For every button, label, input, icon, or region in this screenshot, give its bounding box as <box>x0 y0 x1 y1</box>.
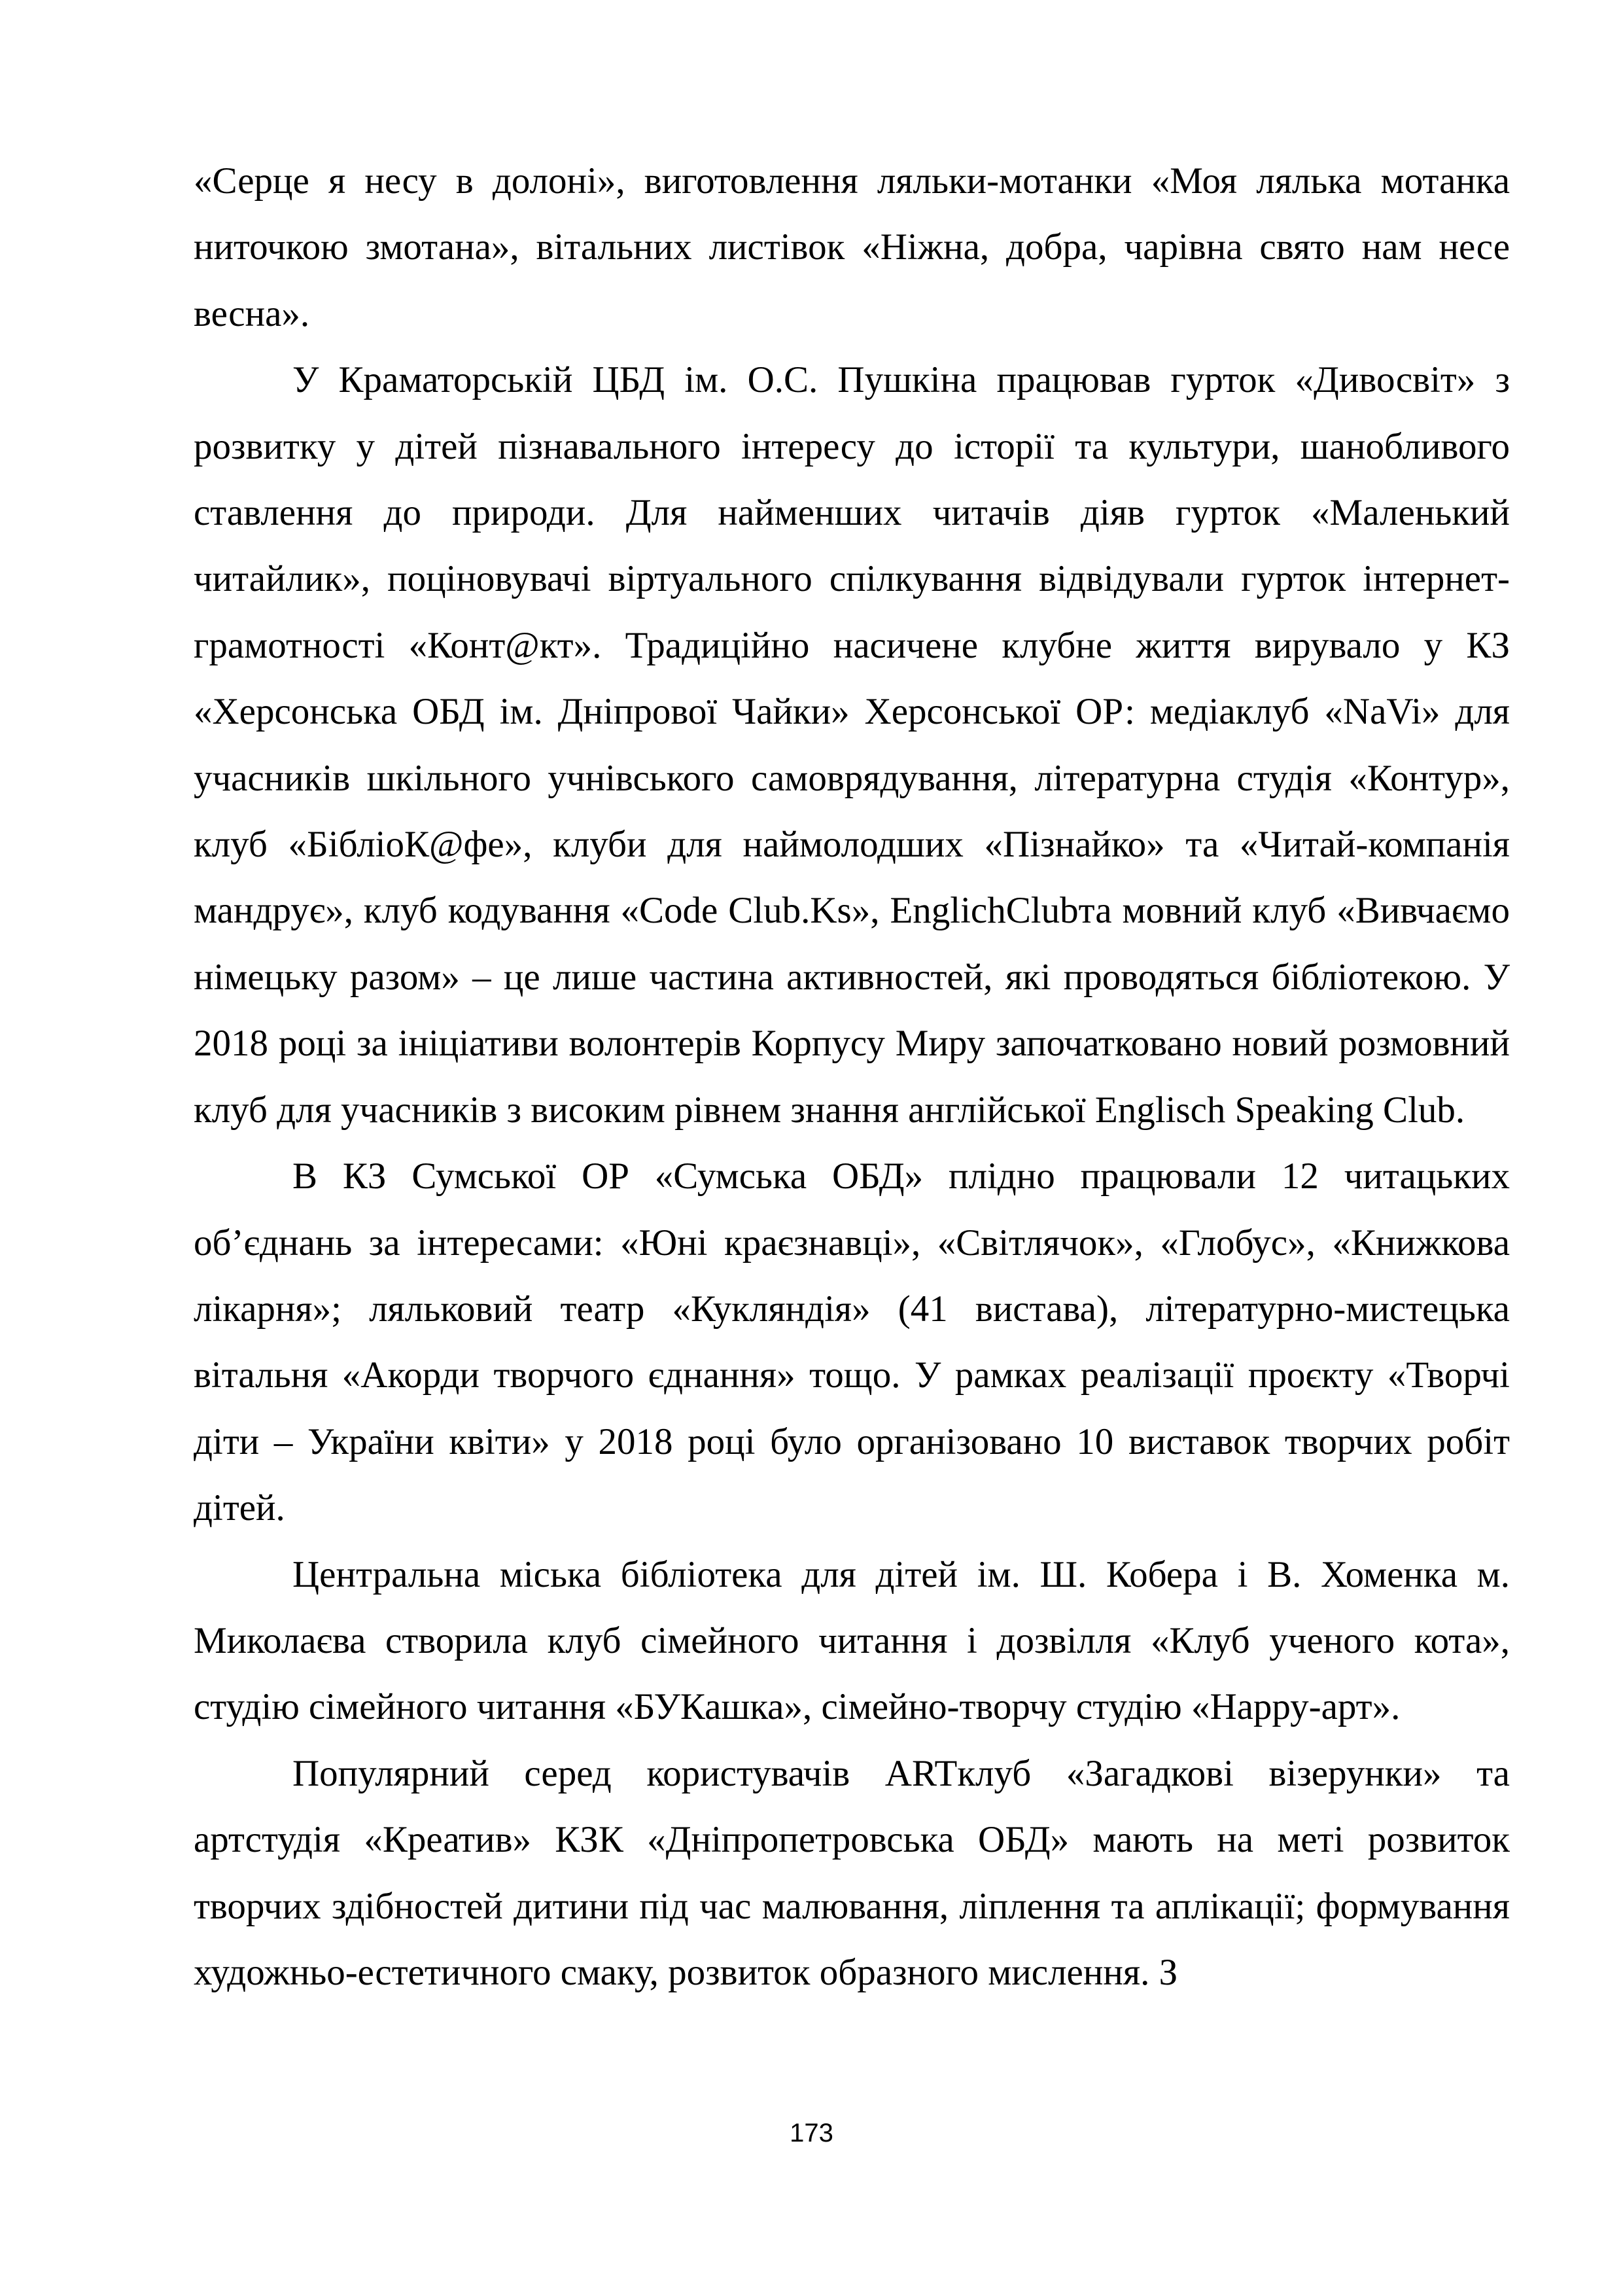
paragraph-3: В КЗ Сумської ОР «Сумська ОБД» плідно працювали 12 читацьких об’єднань за інтересами: «Юні краєзнавці», «Світлячок», «Глобус», «Книжкова лікарня»; ляльковий театр «Кукляндія» (41 вистава), літературно-мистецька вітальня «Акорди творчого єднання» тощо. У рамках реалізації проєкту «Творчі діти – України квіти» у 2018 році було організовано 10 виставок творчих робіт дітей. <box>194 1156 1510 1529</box>
paragraph-5: Популярний серед користувачів ARTклуб «Загадкові візерунки» та артстудія «Креатив» КЗК «Дніпропетровська ОБД» мають на меті розвиток творчих здібностей дитини під час малювання, ліплення та аплікації; формування художньо-естетичного смаку, розвиток образного мислення. З <box>194 1752 1510 1993</box>
paragraph-4: Центральна міська бібліотека для дітей ім. Ш. Кобера і В. Хоменка м. Миколаєва створила клуб сімейного читання і дозвілля «Клуб ученого кота», студію сімейного читання «БУКашка», сімейно-творчу студію «Нарру-арт». <box>194 1553 1510 1728</box>
paragraph-1: «Серце я несу в долоні», виготовлення ляльки-мотанки «Моя лялька мотанка ниточкою змотана», вітальних листівок «Ніжна, добра, чарівна свято нам несе весна». <box>194 160 1510 334</box>
paragraph-2: У Краматорській ЦБД ім. О.С. Пушкіна працював гурток «Дивосвіт» з розвитку у дітей пізнавального інтересу до історії та культури, шанобливого ставлення до природи. Для найменших читачів діяв гурток «Маленький читайлик», поціновувачі віртуального спілкування відвідували гурток інтернет-грамотності «Конт@кт». Традиційно насичене клубне життя вирувало у КЗ «Херсонська ОБД ім. Дніпрової Чайки» Херсонської ОР: медіаклуб «NaVi» для учасників шкільного учнівського самоврядування, літературна студія «Контур», клуб «БібліоК@фе», клуби для наймолодших «Пізнайко» та «Читай-компанія мандрує», клуб кодування «Code Club.Ks», EnglichClubта мовний клуб «Вивчаємо німецьку разом» – це лише частина активностей, які проводяться бібліотекою. У 2018 році за ініціативи волонтерів Корпусу Миру започатковано новий розмовний клуб для учасників з високим рівнем знання англійської Englisch Speaking Club. <box>194 359 1510 1131</box>
document-body <box>194 148 1510 2005</box>
page-number: 173 <box>790 2119 833 2147</box>
